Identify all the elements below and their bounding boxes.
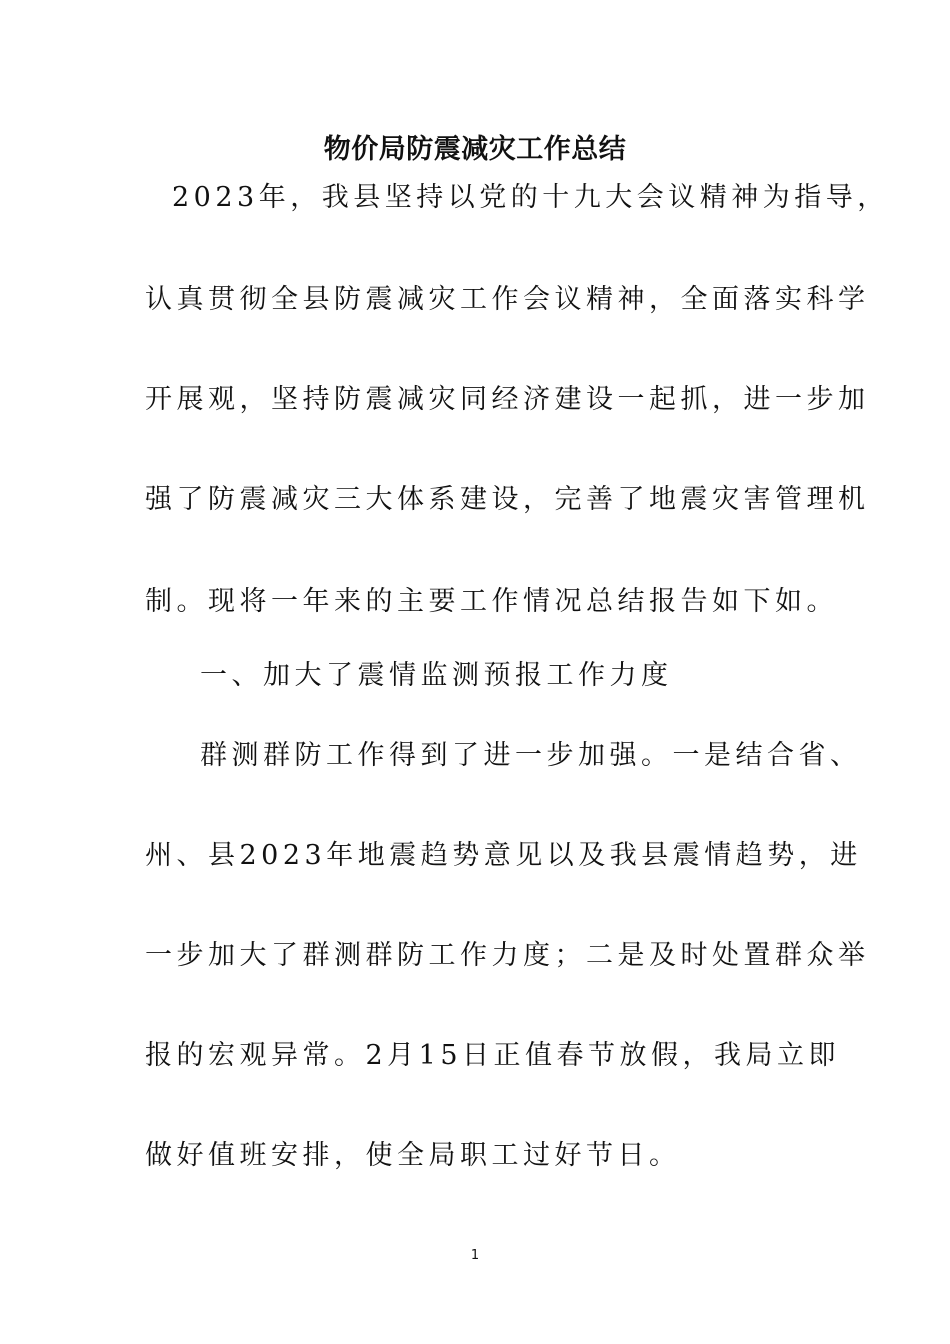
section-heading: 一、加大了震情监测预报工作力度 [200,660,673,691]
paragraph-line: 报的宏观异常。2月15日正值春节放假，我局立即 [145,1040,841,1071]
paragraph-line: 认真贯彻全县防震减灾工作会议精神，全面落实科学 [145,284,870,315]
document-title: 物价局防震减灾工作总结 [323,134,627,165]
paragraph-line: 强了防震减灾三大体系建设，完善了地震灾害管理机 [145,484,870,515]
paragraph-line: 群测群防工作得到了进一步加强。一是结合省、 [200,740,862,771]
paragraph-line: 做好值班安排，使全局职工过好节日。 [145,1140,681,1171]
paragraph-line: 开展观，坚持防震减灾同经济建设一起抓，进一步加 [145,384,870,415]
paragraph-line: 制。现将一年来的主要工作情况总结报告如下如。 [145,586,838,617]
page-number: 1 [470,1248,480,1263]
paragraph-line: 2023年，我县坚持以党的十九大会议精神为指导， [172,182,889,213]
paragraph-line: 州、县2023年地震趋势意见以及我县震情趋势，进 [145,840,862,871]
paragraph-line: 一步加大了群测群防工作力度；二是及时处置群众举 [145,940,870,971]
